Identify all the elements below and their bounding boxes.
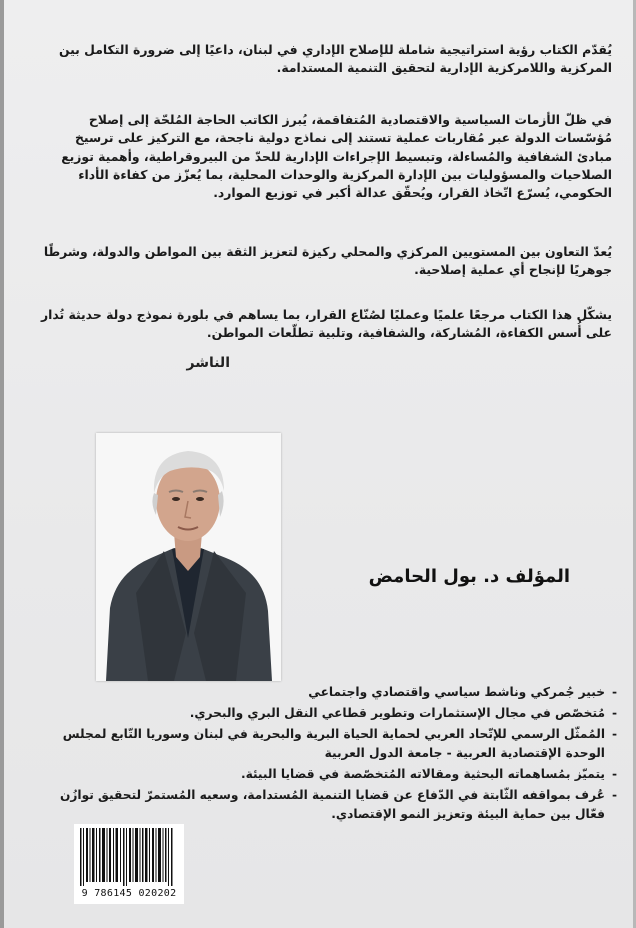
publisher-label: الناشر (186, 355, 230, 371)
bio-dash: - (611, 685, 617, 699)
intro-paragraph-2: في ظلّ الأزمات السياسية والاقتصادية المُتفاقمة، يُبرز الكاتب الحاجة المُلحّة إلى إصلاح مُؤسّسات الدولة عبر مُقاربات عملية تستند إلى نماذج دولية ناجحة، مع التركيز على ترسيخ مبادئ الشفافية والمُساءلة، وتبسيط الإجراءات الإدارية للحدّ من البيروقراطية، وأهمية توزيع الصلاحيات والمسؤوليات بين الإدارة المركزية والوحدات المحلية، بما يُعزّز من كفاءة الأداء الحكومي، يُسرّع اتّخاذ القرار، ويُحقّق عدالة أكبر في توزيع الموارد. (61, 112, 612, 201)
intro-paragraph-1: يُقدّم الكتاب رؤية استراتيجية شاملة للإصلاح الإداري في لبنان، داعيًا إلى ضرورة التكامل بين المركزية واللامركزية الإدارية لتحقيق التنمية المستدامة. (58, 42, 612, 76)
bio-item-5 (40, 786, 617, 824)
intro-paragraph-4: يشكّل هذا الكتاب مرجعًا علميًا وعمليًا لصُنّاع القرار، بما يساهم في بلورة نموذج دولة حديثة تُدار على أُسس الكفاءة، المُشاركة، والشفافية، وتلبية تطلّعات المواطن. (40, 307, 612, 341)
bio-text-5: عُرف بمواقفه الثّابتة في الدّفاع عن قضايا التنمية المُستدامة، وسعيه المُستمرّ لتحقيق توازُن فعّال بين حماية البيئة وتعزيز النمو الإقتصادي. (60, 788, 605, 821)
bio-dash: - (611, 727, 617, 741)
bio-text-2: مُتخصّص في مجال الإستثمارات وتطوير قطاعي النقل البري والبحري. (189, 706, 605, 720)
author-bio (40, 683, 617, 826)
barcode-bars (74, 824, 184, 888)
bio-item-2 (40, 704, 617, 723)
author-name: المؤلف د. بول الحامض (368, 566, 570, 587)
bio-dash: - (611, 788, 617, 802)
bio-item-3 (40, 725, 617, 763)
bio-dash: - (611, 767, 617, 781)
intro-paragraph-3: يُعدّ التعاون بين المستويين المركزي والمحلي ركيزة لتعزيز الثقة بين المواطن والدولة، وشرطًا جوهريًا لإنجاح أي عملية إصلاحية. (43, 244, 612, 278)
author-portrait-illustration (96, 433, 281, 681)
bio-text-3: المُمثّل الرسمي للإتّحاد العربي لحماية الحياة البرية والبحرية في لبنان وسوريا التّابع لمجلس الوحدة الإقتصادية العربية - جامعة الدول العربية (62, 727, 605, 760)
bio-item-1 (40, 683, 617, 702)
bio-text-1: خبير جُمركي وناشط سياسي واقتصادي واجتماعي (308, 685, 605, 699)
bio-item-4 (40, 765, 617, 784)
left-edge (0, 0, 4, 928)
author-photo (96, 433, 281, 681)
isbn-number: 9 786145 020202 (81, 888, 177, 899)
bio-dash: - (611, 706, 617, 720)
bio-text-4: يتميّز بمُساهماته البحثية ومقالاته المُتخصّصة في قضايا البيئة. (240, 767, 605, 781)
